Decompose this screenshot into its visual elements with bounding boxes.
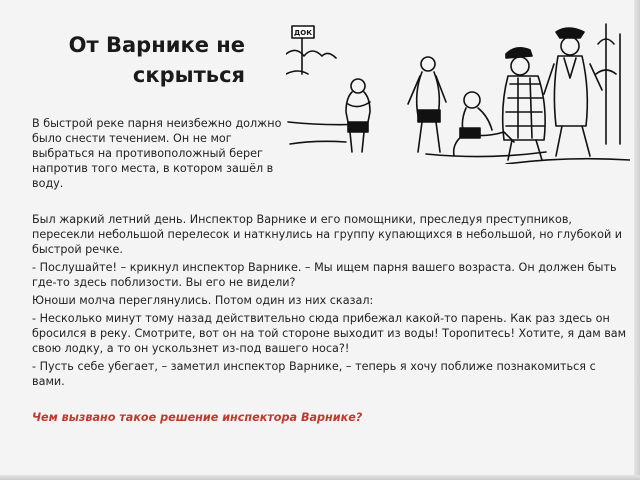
page-title — [0, 30, 245, 90]
paragraph: - Пусть себе убегает, – заметил инспектор Варнике, – теперь я хочу поближе познакомиться с вами. — [32, 360, 596, 388]
paragraph: Был жаркий летний день. Инспектор Варнике и его помощники, преследуя преступников, пересекли небольшой перелесок и наткнулись на группу купающихся в небольшой, но глубокой и быстрой речке. — [32, 213, 623, 256]
slide-edge-bottom — [0, 475, 640, 480]
paragraph: Юноши молча переглянулись. Потом один из них сказал: — [32, 294, 374, 307]
paragraph: - Послушайте! – крикнул инспектор Варнике. – Мы ищем парня вашего возраста. Он должен быть где-то здесь поблизости. Вы его не видели? — [32, 261, 617, 289]
illustration — [286, 14, 630, 164]
intro-text: В быстрой реке парня неизбежно должно было снести течением. Он не мог выбраться на противоположный берег напротив того места, в котором зашёл в воду. — [32, 117, 282, 190]
title-line-2: скрыться — [132, 63, 245, 87]
sign-label: ДОК — [294, 29, 312, 37]
story-body — [32, 212, 628, 392]
question-text: Чем вызвано такое решение инспектора Варнике? — [32, 411, 363, 424]
paragraph: - Несколько минут тому назад действительно сюда прибежал какой-то парень. Как раз здесь он бросился в реку. Смотрите, вот он на той стороне выходит из воды! Торопитесь! Хотите, я дам вам свою лодку, а то он ускользнет из-под вашего носа?! — [32, 312, 627, 355]
title-line-1: От Варнике не — [68, 33, 245, 57]
slide-edge-right — [634, 0, 640, 480]
